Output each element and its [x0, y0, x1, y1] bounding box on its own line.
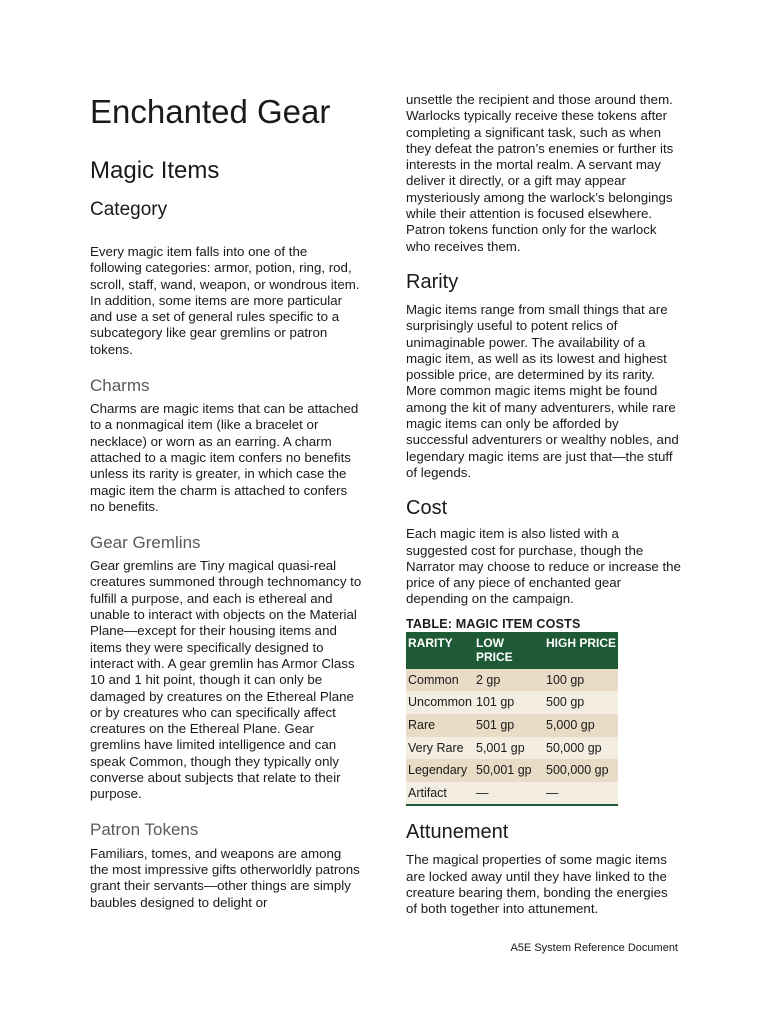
table-cell: —: [544, 782, 618, 806]
magic-item-costs-table: [406, 632, 618, 807]
table-cell: 100 gp: [544, 669, 618, 692]
table-cell: Common: [406, 669, 474, 692]
table-cell: 101 gp: [474, 691, 544, 714]
left-column: [90, 92, 362, 911]
heading-patron-tokens: Patron Tokens: [90, 819, 199, 839]
table-cell: Rare: [406, 714, 474, 737]
heading-attunement: Attunement: [406, 821, 509, 844]
table-cell: —: [474, 782, 544, 806]
table-cell: 5,000 gp: [544, 714, 618, 737]
right-column: [406, 92, 682, 917]
page-footer: A5E System Reference Document: [510, 942, 678, 954]
heading-cost: Cost: [406, 497, 448, 520]
table-cell: 501 gp: [474, 714, 544, 737]
table-cell: Artifact: [406, 782, 474, 806]
table-cell: 500 gp: [544, 691, 618, 714]
page-title: Enchanted Gear: [90, 93, 331, 130]
paragraph-cost: Each magic item is also listed with a suggested cost for purchase, though the Narrator may choose to reduce or increase the price of any piece of enchanted gear depending on the campaign.: [406, 526, 681, 607]
table-cell: 500,000 gp: [544, 759, 618, 782]
column-header-high-price: HIGH PRICE: [544, 632, 618, 669]
paragraph-category: Every magic item falls into one of the following categories: armor, potion, ring, rod, scroll, staff, wand, weapon, or wondrous item. In addition, some items are more particular and use a set of general rules specific to a subcategory like gear gremlins or patron tokens.: [90, 244, 360, 357]
table-cell: Uncommon: [406, 691, 474, 714]
paragraph-charms: Charms are magic items that can be attached to a nonmagical item (like a bracelet or necklace) or worn as an earring. A charm attached to a magic item confers no benefits unless its rarity is greater, in which case the magic item the charm is attached to confers no benefits.: [90, 401, 359, 514]
table-row: [406, 691, 618, 714]
table-cell: 2 gp: [474, 669, 544, 692]
paragraph-attunement: The magical properties of some magic items are locked away until they have linked to the creature bearing them, bonding the energies of both together into attunement.: [406, 852, 668, 917]
heading-charms: Charms: [90, 376, 150, 396]
paragraph-patron-tokens-continued: unsettle the recipient and those around them. Warlocks typically receive these tokens after completing a significant task, such as when they defeat the patron’s enemies or further its interests in the mortal realm. A servant may deliver it directly, or a gift may appear mysteriously among the warlock’s belongings while their attention is focused elsewhere. Patron tokens function only for the warlock who receives them.: [406, 92, 674, 254]
table-cell: Legendary: [406, 759, 474, 782]
column-header-rarity: RARITY: [406, 632, 474, 669]
table-cell: 50,001 gp: [474, 759, 544, 782]
heading-magic-items: Magic Items: [90, 157, 220, 184]
heading-rarity: Rarity: [406, 270, 459, 293]
paragraph-gear-gremlins: Gear gremlins are Tiny magical quasi-real creatures summoned through technomancy to fulfill a purpose, and each is ethereal and unable to interact with objects on the Material Plane—except for their housing items and items they were specifically designed to interact with. A gear gremlin has Armor Class 10 and 1 hit point, though it can only be damaged by creatures on the Ethereal Plane or by creatures who can specifically affect creatures on the Ethereal Plane. Gear gremlins have limited intelligence and can speak Common, though they typically only converse about subjects that relate to their purpose.: [90, 558, 362, 802]
table-row: [406, 782, 618, 806]
table-row: [406, 714, 618, 737]
table-row: [406, 759, 618, 782]
heading-category: Category: [90, 199, 168, 220]
table-cell: 50,000 gp: [544, 737, 618, 760]
table-row: [406, 669, 618, 692]
table-row: [406, 737, 618, 760]
heading-gear-gremlins: Gear Gremlins: [90, 533, 201, 553]
table-header-row: [406, 632, 618, 669]
paragraph-patron-tokens: Familiars, tomes, and weapons are among the most impressive gifts otherworldly patrons grant their servants—other things are simply baubles designed to delight or: [90, 845, 360, 910]
paragraph-rarity: Magic items range from small things that are surprisingly useful to potent relics of unimaginable power. The availability of a magic item, as well as its lowest and highest possible price, are determined by its rarity. More common magic items might be found among the kit of many adventurers, while rare magic items can only be afforded by successful adventurers or wealthy nobles, and legendary magic items are just that—the stuff of legends.: [406, 301, 679, 480]
table-title: TABLE: MAGIC ITEM COSTS: [406, 616, 581, 631]
column-header-low-price: LOW PRICE: [474, 632, 544, 669]
table-cell: 5,001 gp: [474, 737, 544, 760]
table-cell: Very Rare: [406, 737, 474, 760]
